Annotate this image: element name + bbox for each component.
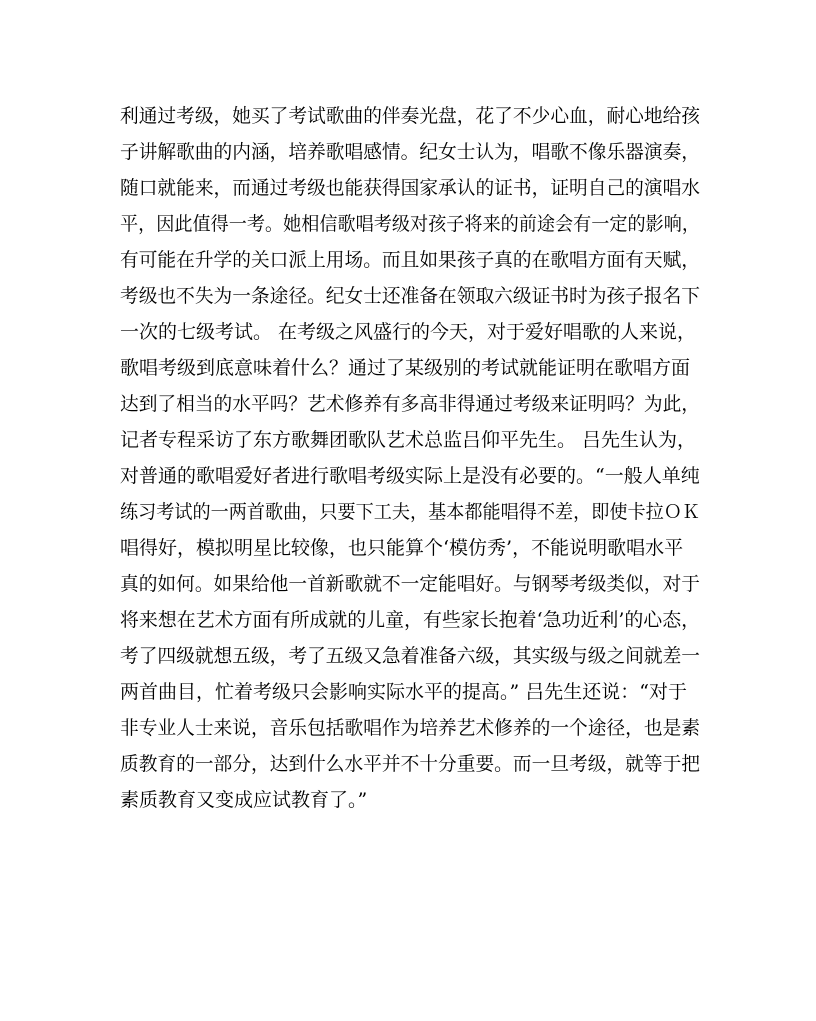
text-line-12: 练习考试的一两首歌曲，只要下工夫，基本都能唱得不差，即使卡拉ＯＫ: [120, 501, 700, 523]
text-line-11: 对普通的歌唱爱好者进行歌唱考级实际上是没有必要的。“一般人单纯: [120, 465, 700, 487]
text-line-1: 利通过考级，她买了考试歌曲的伴奏光盘，花了不少心血，耐心地给孩: [120, 105, 701, 127]
text-line-20: 素质教育又变成应试教育了。”: [120, 789, 368, 811]
text-line-14: 真的如何。如果给他一首新歌就不一定能唱好。与钢琴考级类似，对于: [120, 573, 701, 595]
text-line-17: 两首曲目，忙着考级只会影响实际水平的提高。” 吕先生还说：“对于: [120, 681, 687, 703]
text-line-5: 有可能在升学的关口派上用场。而且如果孩子真的在歌唱方面有天赋，: [120, 249, 701, 271]
text-line-19: 质教育的一部分，达到什么水平并不十分重要。而一旦考级，就等于把: [120, 753, 701, 775]
text-line-18: 非专业人士来说，音乐包括歌唱作为培养艺术修养的一个途径，也是素: [120, 717, 701, 739]
text-line-16: 考了四级就想五级，考了五级又急着准备六级，其实级与级之间就差一: [120, 645, 701, 667]
text-line-2: 子讲解歌曲的内涵，培养歌唱感情。纪女士认为，唱歌不像乐器演奏，: [120, 141, 701, 163]
text-line-3: 随口就能来，而通过考级也能获得国家承认的证书，证明自己的演唱水: [120, 177, 701, 199]
text-line-10: 记者专程采访了东方歌舞团歌队艺术总监吕仰平先生。 吕先生认为，: [120, 429, 697, 451]
text-line-6: 考级也不失为一条途径。纪女士还准备在领取六级证书时为孩子报名下: [120, 285, 701, 307]
text-line-4: 平，因此值得一考。她相信歌唱考级对孩子将来的前途会有一定的影响，: [120, 213, 700, 235]
text-line-7: 一次的七级考试。 在考级之风盛行的今天，对于爱好唱歌的人来说，: [120, 321, 697, 343]
text-line-9: 达到了相当的水平吗？艺术修养有多高非得通过考级来证明吗？为此，: [120, 393, 701, 415]
text-line-13: 唱得好，模拟明星比较像，也只能算个‘模仿秀’，不能说明歌唱水平: [120, 537, 684, 559]
text-line-15: 将来想在艺术方面有所成就的儿童，有些家长抱着‘急功近利’的心态，: [120, 609, 701, 631]
text-line-8: 歌唱考级到底意味着什么？通过了某级别的考试就能证明在歌唱方面: [120, 357, 691, 379]
